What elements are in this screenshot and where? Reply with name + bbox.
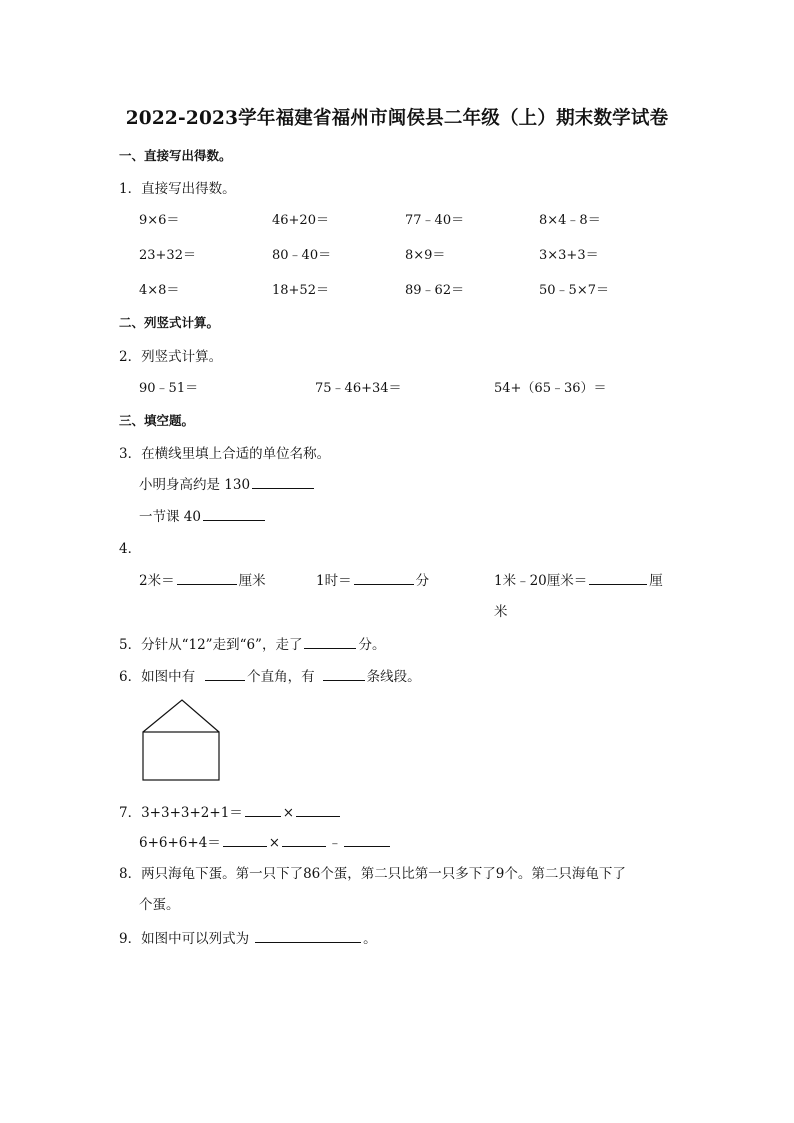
q1-cell: 50﹣5×7＝ <box>539 283 609 298</box>
q4c-unit-1: 厘 <box>649 573 663 589</box>
q6-text-2: 个直角，有 <box>247 669 315 685</box>
q3-line2-text: 一节课 40 <box>139 509 201 525</box>
q4b-text: 1时＝ <box>316 573 352 589</box>
answer-blank[interactable] <box>223 832 267 847</box>
q5-tail: 分。 <box>358 637 386 653</box>
q9-text: 9．如图中可以列式为 <box>119 931 250 947</box>
house-roof <box>143 700 219 732</box>
q1-cell: 46+20＝ <box>272 213 329 228</box>
q9-tail: 。 <box>363 931 377 947</box>
question-8-line-1: 8．两只海龟下蛋。第一只下了86个蛋，第二只比第一只多下了9个。第二只海龟下了 <box>119 866 626 882</box>
answer-blank[interactable] <box>177 570 237 585</box>
answer-blank[interactable] <box>205 666 245 681</box>
answer-blank[interactable] <box>245 802 281 817</box>
q1-cell: 77﹣40＝ <box>405 213 465 228</box>
answer-blank[interactable] <box>255 928 361 943</box>
question-3-line-1 <box>139 473 316 493</box>
house-figure <box>141 698 221 784</box>
q5-text: 5．分针从“12”走到“6”，走了 <box>119 637 303 653</box>
section-heading-1: 一、直接写出得数。 <box>119 148 232 163</box>
question-7-line-1 <box>119 801 342 821</box>
house-body <box>143 732 219 780</box>
answer-blank[interactable] <box>344 832 390 847</box>
q7-l2-text: 6+6+6+4＝ <box>139 835 221 851</box>
page-title: 2022-2023学年福建省福州市闽侯县二年级（上）期末数学试卷 <box>125 108 669 129</box>
question-1-stem: 1．直接写出得数。 <box>119 181 236 197</box>
question-4-part-c <box>494 569 663 589</box>
answer-blank[interactable] <box>252 474 314 489</box>
q7-times-2: × <box>268 835 281 851</box>
answer-blank[interactable] <box>203 506 265 521</box>
q2-item: 90﹣51＝ <box>139 381 199 396</box>
answer-blank[interactable] <box>282 832 326 847</box>
question-6 <box>119 665 421 685</box>
section-heading-2: 二、列竖式计算。 <box>119 315 220 330</box>
answer-blank[interactable] <box>304 634 356 649</box>
answer-blank[interactable] <box>323 666 365 681</box>
q6-text-3: 条线段。 <box>366 669 421 685</box>
question-4-part-b <box>316 569 429 589</box>
q2-item: 54+（65﹣36）＝ <box>494 381 607 396</box>
answer-blank[interactable] <box>589 570 647 585</box>
q4c-text: 1米﹣20厘米＝ <box>494 573 588 589</box>
question-7-line-2 <box>139 831 392 851</box>
q7-times: × <box>282 805 295 821</box>
q4a-text: 2米＝ <box>139 573 175 589</box>
answer-blank[interactable] <box>354 570 414 585</box>
q1-cell: 23+32＝ <box>139 248 196 263</box>
question-8-line-2: 个蛋。 <box>139 897 180 913</box>
q2-item: 75﹣46+34＝ <box>315 381 402 396</box>
question-9 <box>119 927 377 947</box>
q1-cell: 89﹣62＝ <box>405 283 465 298</box>
q1-cell: 4×8＝ <box>139 283 180 298</box>
answer-blank[interactable] <box>296 802 340 817</box>
q3-line1-text: 小明身高约是 130 <box>139 477 251 493</box>
q1-cell: 8×4﹣8＝ <box>539 213 601 228</box>
q1-cell: 18+52＝ <box>272 283 329 298</box>
q4b-unit: 分 <box>415 573 430 589</box>
q7-l1-text: 7．3+3+3+2+1＝ <box>119 805 243 821</box>
q4c-unit-2: 米 <box>494 604 508 620</box>
q1-cell: 8×9＝ <box>405 248 446 263</box>
q1-cell: 3×3+3＝ <box>539 248 599 263</box>
q1-cell: 9×6＝ <box>139 213 180 228</box>
q4a-unit: 厘米 <box>238 573 266 589</box>
q1-cell: 80﹣40＝ <box>272 248 332 263</box>
question-5 <box>119 633 385 653</box>
question-2-stem: 2．列竖式计算。 <box>119 349 223 365</box>
question-3-stem: 3．在横线里填上合适的单位名称。 <box>119 446 331 462</box>
question-4-part-a <box>139 569 266 589</box>
q7-minus: ﹣ <box>328 835 342 851</box>
question-4-number: 4． <box>119 541 142 557</box>
q6-text-1: 6．如图中有 <box>119 669 196 685</box>
section-heading-3: 三、填空题。 <box>119 413 195 428</box>
question-3-line-2 <box>139 505 267 525</box>
